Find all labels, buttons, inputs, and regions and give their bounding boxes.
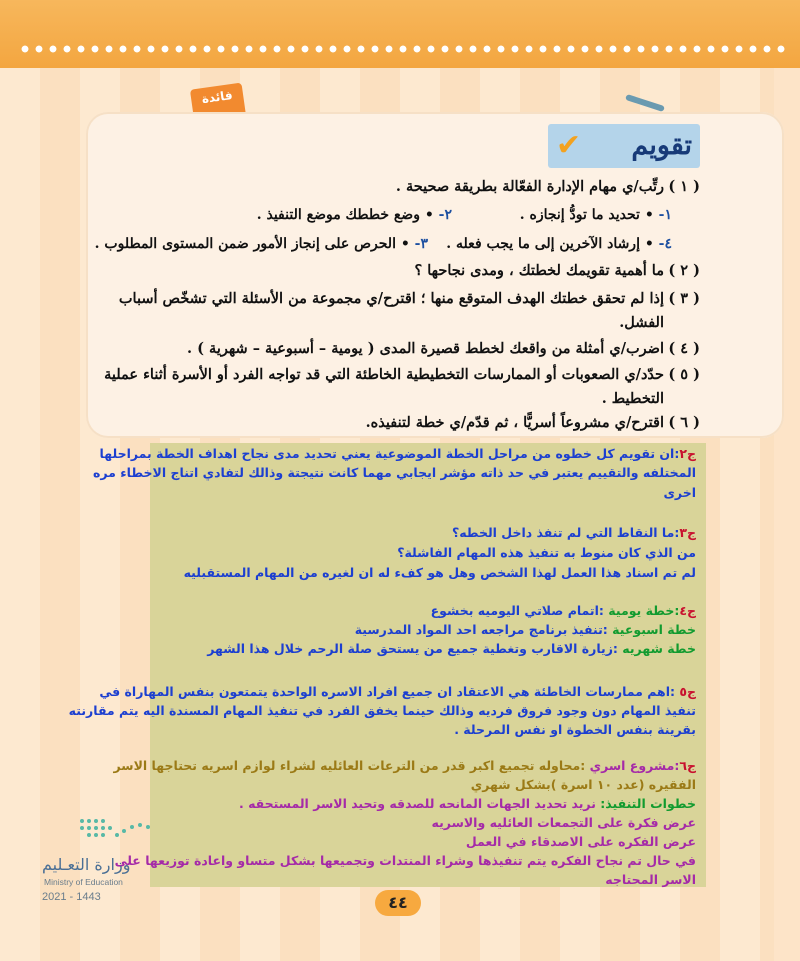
answer-2-line-1: ج٢:ان تقويم كل خطوه من مراحل الخطة الموضوعية يعني تحديد مدى نجاح اهداف الخطة بمراحلها xyxy=(99,446,696,461)
answer-3-line-1: ج٣:ما النقاط التي لم تنفذ داخل الخطه؟ xyxy=(451,525,696,540)
question-number: ( ٥ ) xyxy=(668,366,700,383)
faida-tab-label: فائدة xyxy=(200,87,234,107)
question-5-continued: التخطيط . xyxy=(601,390,664,407)
answer-3-line-2: من الذي كان منوط به تنفيذ هذه المهام الفاشلة؟ xyxy=(397,545,696,560)
question-3-continued: الفشل. xyxy=(619,314,664,331)
answer-4-monthly: خطة شهريه :زيارة الاقارب وتغطية جميع من يستحق صلة الرحم خلال هذا الشهر xyxy=(207,641,696,656)
question-number: ( ١ ) xyxy=(668,178,700,195)
question-text: حدّد/ي الصعوبات أو الممارسات التخطيطية الخاطئة التي قد تواجه الفرد أو الأسرة أثناء عملية xyxy=(104,366,664,383)
ministry-name-ar: وزارة التعـليم xyxy=(42,855,131,874)
question-text: إذا لم تحقق خطتك الهدف المتوقع منها ؛ اقترح/ي مجموعة من الأسئلة التي تشخّص أسباب xyxy=(118,290,664,307)
check-question-icon: ✔ xyxy=(556,128,582,163)
ministry-logo-icon xyxy=(80,815,160,845)
answer-4-daily: ج٤:خطة يومية :اتمام صلاتي اليوميه بخشوع xyxy=(430,603,696,618)
answer-6-line-2: الفقيره (عدد ١٠ اسرة )بشكل شهري xyxy=(470,777,696,792)
question-text: ما أهمية تقويمك لخطتك ، ومدى نجاحها ؟ xyxy=(414,262,664,279)
q1-item-a: ٢- • وضع خططك موضع التنفيذ . xyxy=(256,207,452,223)
answer-2-line-3: اخرى xyxy=(663,485,696,500)
q1-item-d: ٤- • إرشاد الآخرين إلى ما يجب فعله . xyxy=(446,236,672,252)
answer-6-line-6: في حال تم نجاح الفكره يتم تنفيذها وشراء المنتدات وتجميعها بشكل متساو واعادة توزيعها على xyxy=(114,853,696,868)
q1-item-b: ١- • تحديد ما تودُّ إنجازه . xyxy=(519,207,672,223)
section-title: تقويم xyxy=(631,130,692,161)
question-text: اضرب/ي أمثلة من واقعك لخطط قصيرة المدى ( يومية – أسبوعية – شهرية ) . xyxy=(187,340,664,357)
question-number: ( ٢ ) xyxy=(668,262,700,279)
ministry-name-en: Ministry of Education xyxy=(44,877,123,887)
dot-border xyxy=(18,44,788,54)
answer-3-line-3: لم تم اسناد هذا العمل لهذا الشخص وهل هو كفء له ان لغيره من المهام المستقبليه xyxy=(183,565,696,580)
edition-year: 2021 - 1443 xyxy=(42,891,101,903)
answer-4-weekly: خطة اسبوعية :تنفيذ برنامج مراجعه احد المواد المدرسية xyxy=(354,622,696,637)
question-number: ( ٤ ) xyxy=(668,340,700,357)
section-title-box xyxy=(548,124,700,168)
q1-item-c: ٣- • الحرص على إنجاز الأمور ضمن المستوى المطلوب . xyxy=(94,236,428,252)
answer-6-line-1: ج٦:مشروع اسري :محاوله تجميع اكبر قدر من الترعات العائليه لشراء لوازم اسريه تحتاجها الاسر xyxy=(113,758,696,773)
answer-5-line-1: ج٥ :اهم ممارسات الخاطئة هي الاعتقاد ان جميع افراد الاسره الواحدة يتمتعون بنفس المهاراة في xyxy=(99,684,696,699)
page-number: ٤٤ xyxy=(375,890,421,916)
answer-5-line-3: بقرينة بنفس الخطوة او نفس المرحلة . xyxy=(454,722,696,737)
question-text: اقترح/ي مشروعاً أسريًّا ، ثم قدّم/ي خطة لتنفيذه. xyxy=(365,414,664,431)
answer-6-line-7: الاسر المحتاجه xyxy=(605,872,696,887)
answer-6-line-5: عرض الفكره على الاصدقاء في العمل xyxy=(465,834,696,849)
answer-6-line-4: عرض فكرة على التجمعات العائليه والاسريه xyxy=(431,815,696,830)
question-number: ( ٦ ) xyxy=(668,414,700,431)
answer-5-line-2: تنفيذ المهام دون وجود فروق فرديه وذالك حينما يخفق الفرد في تنفيذ المهام المسندة اليه يتم مقارنته xyxy=(68,703,696,718)
question-text: رتِّب/ي مهام الإدارة الفعّالة بطريقة صحيحة . xyxy=(395,178,664,195)
top-header-band xyxy=(0,0,800,68)
question-number: ( ٣ ) xyxy=(668,290,700,307)
answer-2-line-2: المختلفه والتقييم يعتبر في حد ذاته مؤشر ايجابي مهما كانت نتيجتة وذالك لتفادي اتناج الاخطاء مره xyxy=(93,465,696,480)
answer-6-steps: خطوات التنفيذ: نريد تحديد الجهات المانحه للصدقه وتحيد الاسر المستحقه . xyxy=(238,796,696,811)
